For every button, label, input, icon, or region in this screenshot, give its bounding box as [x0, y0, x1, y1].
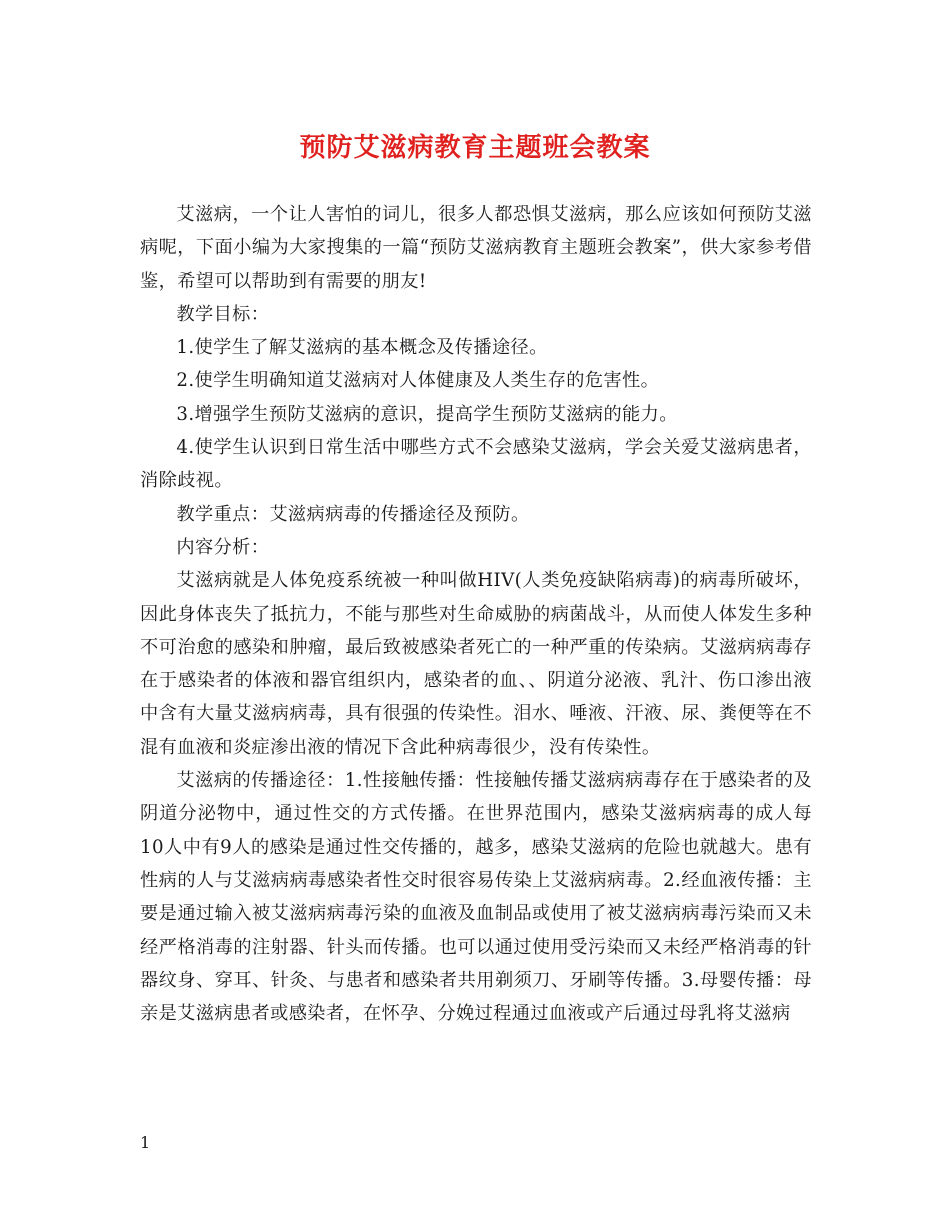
transmission-paragraph: 艾滋病的传播途径：1.性接触传播：性接触传播艾滋病病毒存在于感染者的及阴道分泌物中，通过性交的方式传播。在世界范围内，感染艾滋病病毒的成人每10人中有9人的感染是通过性交传播的，越多，感染艾滋病的危险也就越大。患有性病的人与艾滋病病毒感染者性交时很容易传染上艾滋病病毒。2.经血液传播：主要是通过输入被艾滋病病毒污染的血液及血制品或使用了被艾滋病病毒污染而又未经严格消毒的注射器、针头而传播。也可以通过使用受污染而又未经严格消毒的针器纹身、穿耳、针灸、与患者和感染者共用剃须刀、牙刷等传播。3.母婴传播：母亲是艾滋病患者或感染者，在怀孕、分娩过程通过血液或产后通过母乳将艾滋病: [140, 770, 812, 1025]
objective-item-2: 2.使学生明确知道艾滋病对人体健康及人类生存的危害性。: [176, 370, 660, 392]
intro-paragraph: 艾滋病，一个让人害怕的词儿，很多人都恐惧艾滋病，那么应该如何预防艾滋病呢，下面小编为大家搜集的一篇“预防艾滋病教育主题班会教案”，供大家参考借鉴，希望可以帮助到有需要的朋友!: [140, 204, 812, 292]
document-body: [140, 198, 812, 1030]
aids-definition-paragraph: 艾滋病就是人体免疫系统被一种叫做HIV(人类免疫缺陷病毒)的病毒所破坏，因此身体丧失了抵抗力，不能与那些对生命威胁的病菌战斗，从而使人体发生多种不可治愈的感染和肿瘤，最后致被感染者死亡的一种严重的传染病。艾滋病病毒存在于感染者的体液和器官组织内，感染者的血、、阴道分泌液、乳汁、伤口渗出液中含有大量艾滋病病毒，具有很强的传染性。泪水、唾液、汗液、尿、粪便等在不混有血液和炎症渗出液的情况下含此种病毒很少，没有传染性。: [140, 570, 812, 758]
objective-item-3: 3.增强学生预防艾滋病的意识，提高学生预防艾滋病的能力。: [176, 403, 678, 425]
objective-item-1: 1.使学生了解艾滋病的基本概念及传播途径。: [176, 337, 548, 359]
objectives-heading: 教学目标：: [176, 303, 270, 325]
page-number: 1: [140, 1133, 151, 1152]
content-analysis-heading: 内容分析：: [176, 536, 270, 558]
objective-item-4: 4.使学生认识到日常生活中哪些方式不会感染艾滋病，学会关爱艾滋病患者，消除歧视。: [140, 437, 812, 492]
document-title: 预防艾滋病教育主题班会教案: [299, 133, 651, 163]
key-point-paragraph: 教学重点：艾滋病病毒的传播途径及预防。: [176, 503, 530, 525]
